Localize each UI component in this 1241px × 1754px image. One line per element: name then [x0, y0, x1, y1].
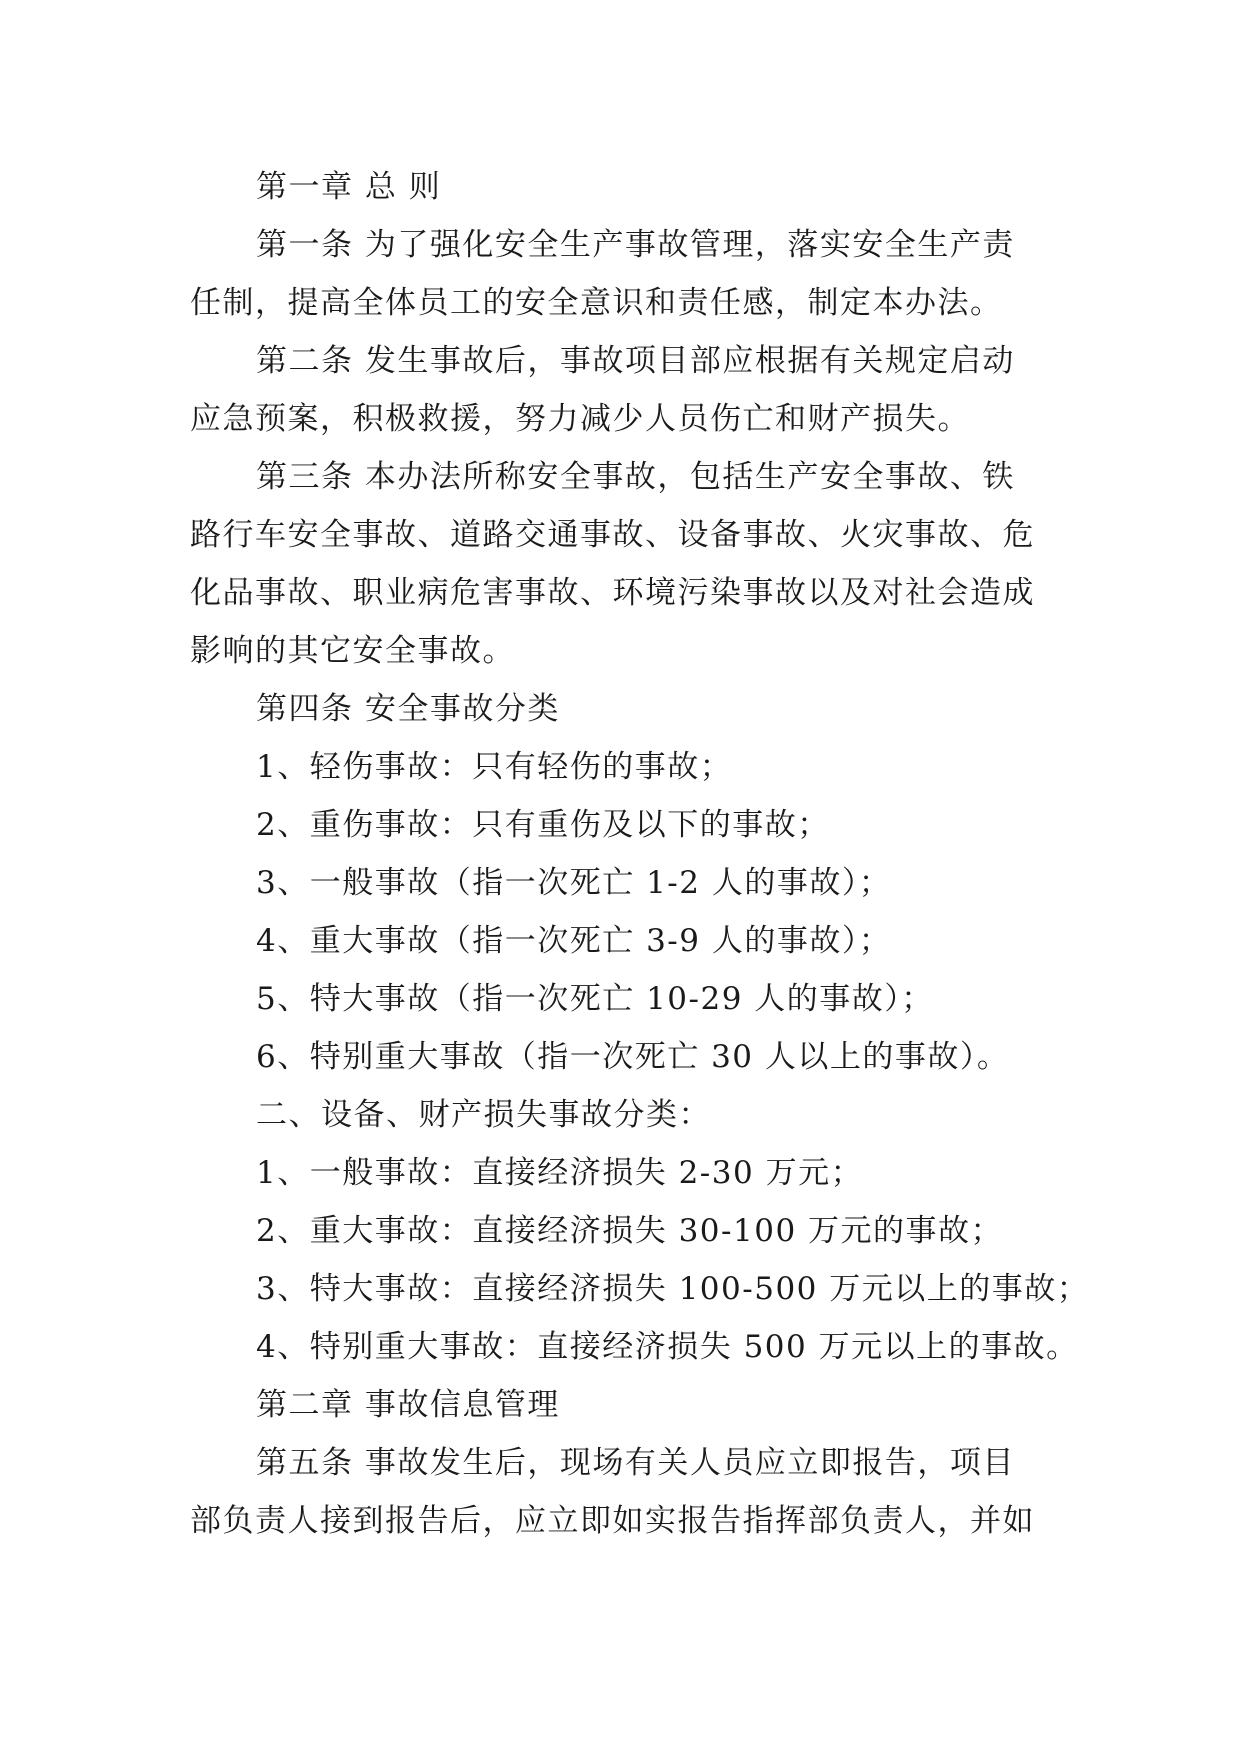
list-item: 4、重大事故（指一次死亡 3-9 人的事故）；	[256, 923, 892, 959]
document-body	[190, 158, 1090, 1550]
paragraph-line: 第一条 为了强化安全生产事故管理，落实安全生产责	[256, 227, 1015, 263]
paragraph-line: 任制，提高全体员工的安全意识和责任感，制定本办法。	[190, 285, 1003, 321]
chapter-heading: 第二章 事故信息管理	[256, 1387, 560, 1423]
list-item: 5、特大事故（指一次死亡 10-29 人的事故）；	[256, 981, 934, 1017]
paragraph-line: 第五条 事故发生后，现场有关人员应立即报告，项目	[256, 1445, 1015, 1481]
paragraph-line: 应急预案，积极救援，努力减少人员伤亡和财产损失。	[190, 401, 970, 437]
article-heading: 第四条 安全事故分类	[256, 691, 560, 727]
paragraph-line: 第二条 发生事故后，事故项目部应根据有关规定启动	[256, 343, 1015, 379]
list-item: 2、重伤事故：只有重伤及以下的事故；	[256, 807, 830, 843]
list-item: 1、轻伤事故：只有轻伤的事故；	[256, 749, 733, 785]
paragraph-line: 路行车安全事故、道路交通事故、设备事故、火灾事故、危	[190, 517, 1035, 553]
list-item: 4、特别重大事故：直接经济损失 500 万元以上的事故。	[256, 1329, 1079, 1365]
list-item: 6、特别重大事故（指一次死亡 30 人以上的事故）。	[256, 1039, 1010, 1075]
paragraph-line: 部负责人接到报告后，应立即如实报告指挥部负责人，并如	[190, 1503, 1035, 1539]
paragraph-line: 第三条 本办法所称安全事故，包括生产安全事故、铁	[256, 459, 1015, 495]
paragraph-line: 化品事故、职业病危害事故、环境污染事故以及对社会造成	[190, 575, 1035, 611]
chapter-heading: 第一章 总 则	[256, 169, 442, 205]
section-heading: 二、设备、财产损失事故分类：	[256, 1097, 711, 1133]
list-item: 1、一般事故：直接经济损失 2-30 万元；	[256, 1155, 864, 1191]
list-item: 3、一般事故（指一次死亡 1-2 人的事故）；	[256, 865, 892, 901]
list-item: 3、特大事故：直接经济损失 100-500 万元以上的事故；	[256, 1271, 1090, 1307]
list-item: 2、重大事故：直接经济损失 30-100 万元的事故；	[256, 1213, 1004, 1249]
paragraph-line: 影响的其它安全事故。	[190, 633, 515, 669]
